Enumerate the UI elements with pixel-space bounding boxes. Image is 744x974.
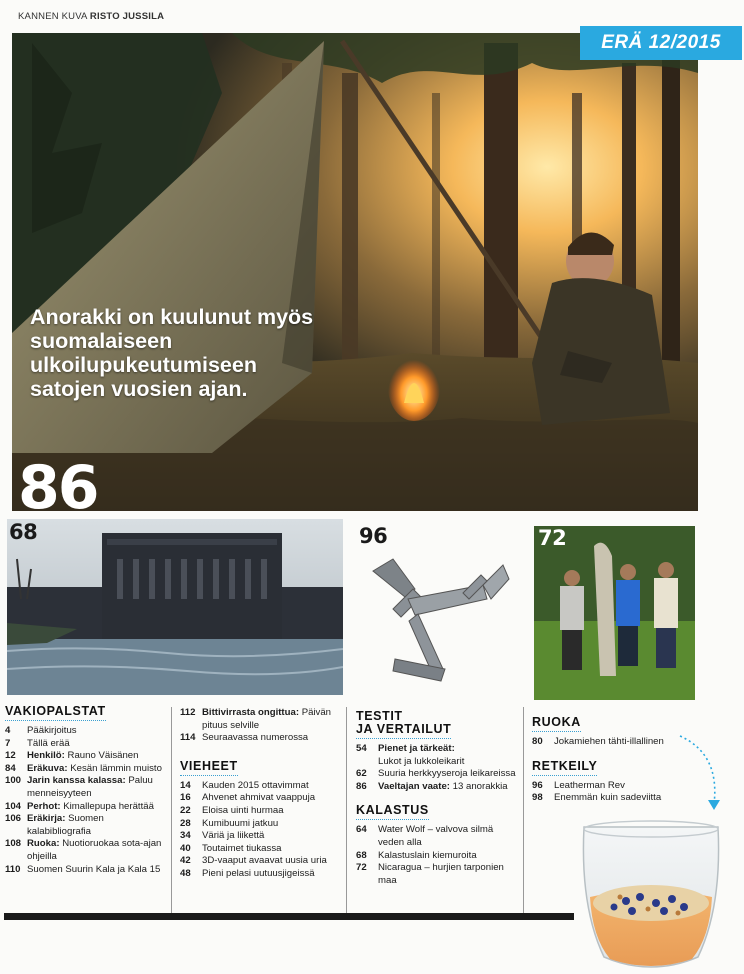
entry-text: Water Wolf – valvova silmä veden alla bbox=[378, 824, 494, 848]
toc-entry[interactable] bbox=[180, 830, 344, 843]
page-number: 16 bbox=[180, 792, 191, 804]
cover-photo-credit bbox=[18, 11, 164, 22]
entry-text: Tällä erää bbox=[27, 737, 70, 749]
bottom-rule bbox=[4, 913, 574, 920]
hero-photo[interactable] bbox=[12, 33, 698, 511]
entry-text: Lukot ja lukkoleikarit bbox=[378, 755, 465, 767]
toc-entry[interactable] bbox=[5, 750, 169, 763]
page-number: 40 bbox=[180, 842, 191, 854]
page-number: 100 bbox=[5, 775, 22, 787]
page-number: 68 bbox=[356, 849, 367, 861]
page-number: 98 bbox=[532, 792, 543, 804]
entry-text: Nuotioruokaa sota-ajan ohjeilla bbox=[27, 838, 162, 862]
hero-caption: Anorakki on kuulunut myös suomalaiseen ulkoilupukeutumiseen satojen vuosien ajan. bbox=[30, 305, 314, 401]
entry-label: Perhot: bbox=[27, 800, 61, 812]
thumb-multitool[interactable] bbox=[353, 519, 523, 695]
page-number: 104 bbox=[5, 800, 22, 812]
toc-entry[interactable] bbox=[180, 792, 344, 805]
toc-entry[interactable] bbox=[5, 838, 169, 863]
toc-entry[interactable] bbox=[356, 824, 520, 849]
toc-column-2 bbox=[180, 707, 344, 881]
thumb-page-96: 96 bbox=[359, 524, 388, 548]
section-title-ruoka: RUOKA bbox=[532, 716, 581, 732]
kalastus-list bbox=[356, 824, 520, 887]
page-number: 7 bbox=[5, 737, 11, 749]
entry-text: Nicaragua – hurjien tarponien maa bbox=[378, 862, 504, 886]
entry-text: Eloisa uinti hurmaa bbox=[202, 804, 284, 816]
page-number: 106 bbox=[5, 813, 22, 825]
toc-entry[interactable] bbox=[5, 813, 169, 838]
page-number: 110 bbox=[5, 863, 21, 875]
testit-list bbox=[356, 743, 520, 793]
page-number: 54 bbox=[356, 743, 367, 754]
page-number: 14 bbox=[180, 779, 191, 791]
toc-entry[interactable] bbox=[5, 763, 169, 776]
section-title-vakiopalstat: VAKIOPALSTAT bbox=[5, 705, 106, 721]
entry-label: Bittivirrasta ongittua: bbox=[202, 707, 300, 718]
entry-label: Eräkirja: bbox=[27, 813, 66, 825]
entry-text: Toutaimet tiukassa bbox=[202, 842, 282, 854]
toc-entry[interactable] bbox=[356, 862, 520, 887]
page-number: 34 bbox=[180, 830, 191, 842]
entry-text: 13 anorakkia bbox=[452, 780, 508, 792]
fish-catch-illustration bbox=[534, 526, 695, 700]
page-number: 22 bbox=[180, 804, 191, 816]
page-number: 48 bbox=[180, 867, 191, 879]
entry-text: Kesän lämmin muisto bbox=[70, 762, 162, 774]
thumb-fish-catch[interactable] bbox=[534, 526, 695, 700]
entry-label: Henkilö: bbox=[27, 750, 65, 762]
column-divider bbox=[171, 707, 172, 917]
entry-text: Jokamiehen tähti-illallinen bbox=[554, 736, 664, 747]
entry-text: Enemmän kuin sadeviitta bbox=[554, 792, 662, 804]
thumb-page-68: 68 bbox=[9, 520, 38, 544]
section-title-testit bbox=[356, 710, 451, 739]
toc-entry[interactable] bbox=[180, 707, 344, 732]
entry-text: Suomen Suurin Kala ja Kala 15 bbox=[27, 863, 161, 875]
page-number: 80 bbox=[532, 736, 543, 747]
entry-text: 3D-vaaput avaavat uusia uria bbox=[202, 855, 327, 867]
toc-entry[interactable] bbox=[5, 725, 169, 738]
page-number: 64 bbox=[356, 824, 367, 836]
page-number: 12 bbox=[5, 750, 16, 762]
credit-prefix: KANNEN KUVA bbox=[18, 11, 88, 22]
toc-entry[interactable] bbox=[180, 780, 344, 793]
section-title-retkeily: RETKEILY bbox=[532, 760, 597, 776]
section-title-line: TESTIT bbox=[356, 709, 403, 723]
entry-text: Leatherman Rev bbox=[554, 779, 625, 791]
page-number: 62 bbox=[356, 768, 367, 780]
page-number: 42 bbox=[180, 855, 191, 867]
entry-label: Eräkuva: bbox=[27, 762, 68, 774]
toc-entry[interactable] bbox=[180, 732, 344, 745]
toc-entry[interactable] bbox=[356, 781, 520, 794]
page-number: 112 bbox=[180, 707, 196, 718]
entry-label: Ruoka: bbox=[27, 838, 60, 850]
section-title-kalastus: KALASTUS bbox=[356, 804, 429, 820]
entry-text: Päivän pituus selville bbox=[202, 707, 332, 731]
entry-label: Jarin kanssa kalassa: bbox=[27, 775, 126, 787]
entry-text: Seuraavassa numerossa bbox=[202, 732, 309, 744]
bittivirrasta-list bbox=[180, 707, 344, 745]
column-divider bbox=[523, 707, 524, 917]
toc-entry[interactable] bbox=[356, 743, 520, 768]
page-number: 108 bbox=[5, 838, 22, 850]
dotted-arrow-icon bbox=[672, 730, 732, 816]
toc-column-3 bbox=[356, 710, 520, 887]
power-plant-illustration bbox=[7, 519, 343, 695]
entry-text: Pieni pelasi uutuusjigeissä bbox=[202, 867, 315, 879]
toc-entry[interactable] bbox=[356, 768, 520, 781]
toc-entry[interactable] bbox=[356, 850, 520, 863]
dessert-glass-illustration bbox=[574, 817, 728, 974]
entry-text: Kalastuslain kiemuroita bbox=[378, 849, 477, 861]
page-number: 4 bbox=[5, 725, 11, 736]
entry-text: Suomen kalabibliografia bbox=[27, 813, 104, 837]
column-divider bbox=[346, 707, 347, 917]
entry-text: Pääkirjoitus bbox=[27, 725, 77, 736]
toc-entry[interactable] bbox=[180, 868, 344, 881]
entry-label: Vaeltajan vaate: bbox=[378, 780, 450, 792]
section-title-vieheet: VIEHEET bbox=[180, 760, 238, 776]
toc-entry[interactable] bbox=[180, 855, 344, 868]
entry-text: Kumibuumi jatkuu bbox=[202, 817, 279, 829]
thumb-power-plant[interactable] bbox=[7, 519, 343, 695]
credit-name: RISTO JUSSILA bbox=[89, 11, 165, 22]
page-number: 84 bbox=[5, 762, 16, 774]
entry-label: Pienet ja tärkeät: bbox=[378, 743, 455, 754]
entry-text: Suuria herkkyyseroja leikareissa bbox=[378, 768, 516, 780]
entry-text: Väriä ja liikettä bbox=[202, 830, 265, 842]
toc-entry[interactable] bbox=[180, 843, 344, 856]
toc-entry[interactable] bbox=[5, 801, 169, 814]
page-number: 86 bbox=[356, 780, 367, 792]
entry-text: Paluu menneisyyteen bbox=[27, 775, 153, 799]
toc-entry[interactable] bbox=[180, 818, 344, 831]
page-number: 28 bbox=[180, 817, 191, 829]
page-number: 114 bbox=[180, 732, 196, 744]
vakiopalstat-list bbox=[5, 725, 169, 876]
toc-entry[interactable] bbox=[5, 864, 169, 877]
forest-campfire-illustration bbox=[12, 33, 698, 511]
entry-text: Rauno Väisänen bbox=[67, 750, 139, 762]
hero-page-number: 86 bbox=[18, 453, 98, 511]
toc-entry[interactable] bbox=[5, 738, 169, 751]
page-number: 96 bbox=[532, 779, 543, 791]
entry-text: Kauden 2015 ottavimmat bbox=[202, 779, 309, 791]
vieheet-list bbox=[180, 780, 344, 881]
section-title-line: JA VERTAILUT bbox=[356, 722, 452, 736]
entry-text: Kimallepupa herättää bbox=[63, 800, 154, 812]
toc-entry[interactable] bbox=[180, 805, 344, 818]
issue-badge: ERÄ 12/2015 bbox=[580, 26, 742, 60]
toc-entry[interactable] bbox=[5, 775, 169, 800]
page-number: 72 bbox=[356, 862, 367, 874]
toc-section-vakiopalstat bbox=[5, 702, 169, 876]
thumb-page-72: 72 bbox=[538, 526, 567, 550]
entry-text: Ahvenet ahmivat vaappuja bbox=[202, 792, 316, 804]
